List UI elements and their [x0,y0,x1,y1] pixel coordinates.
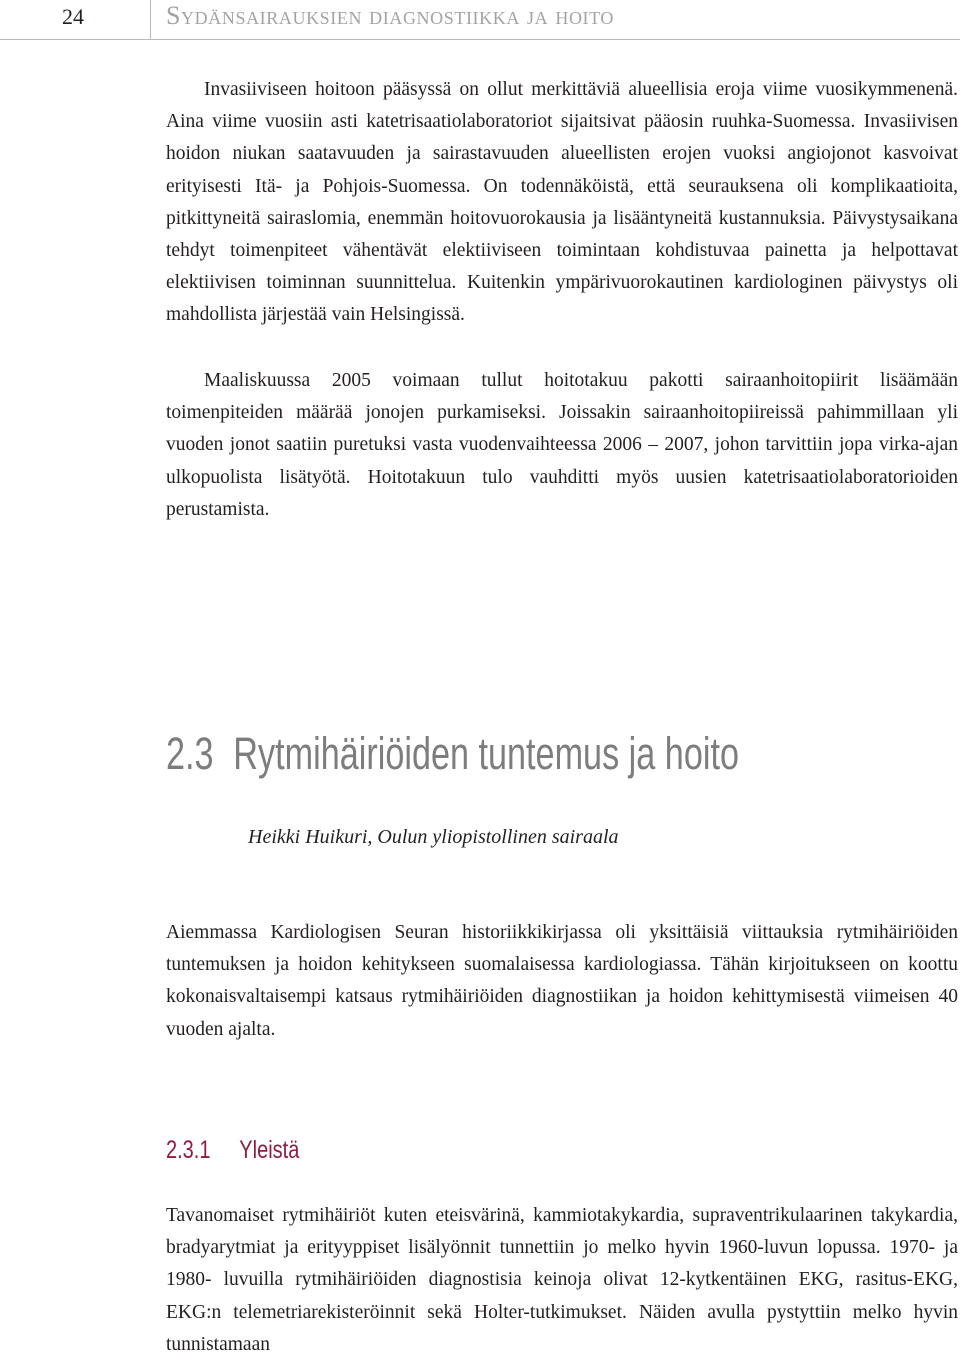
header-vertical-rule [150,0,151,40]
section-intro: Aiemmassa Kardiologisen Seuran historiikkikirjassa oli yksittäisiä viittauksia rytmihäiriöiden tuntemuksen ja hoidon kehitykseen suomalaisessa kardiologiassa. Tähän kirjoitukseen on koottu kokonaisvaltaisempi katsaus rytmihäiriöiden diagnostiikan ja hoidon kehittymisestä viimeisen 40 vuoden ajalta. [166,922,958,1040]
subsection-paragraph: Tavanomaiset rytmihäiriöt kuten eteisvärinä, kammiotakykardia, supraventrikulaarinen takykardia, bradyarytmiat ja erityyppiset lisälyönnit tunnettiin jo melko hyvin 1960-luvun lopussa. 1970- ja 1980- luvuilla rytmihäiriöiden diagnostisia keinoja olivat 12-kytkentäinen EKG, rasitus-EKG, EKG:n telemetriarekisteröinnit sekä Holter-tutkimukset. Näiden avulla pystyttiin melko hyvin tunnistamaan [166,1205,958,1355]
subsection-number: 2.3.1 [166,1136,211,1164]
running-title: Sydänsairauksien diagnostiikka ja hoito [166,1,615,30]
header-horizontal-rule [0,39,960,40]
section-author: Heikki Huikuri, Oulun yliopistollinen sairaala [248,826,619,848]
subsection-title: Yleistä [239,1136,300,1164]
body-paragraph: Maaliskuussa 2005 voimaan tullut hoitotakuu pakotti sairaanhoitopiirit lisäämään toimenpiteiden määrää jonojen purkamiseksi. Joissakin sairaanhoitopiireissä pahimmillaan yli vuoden jonot saatiin puretuksi vasta vuodenvaihteessa 2006 – 2007, johon tarvittiin jopa virka-ajan ulkopuolista lisätyötä. Hoitotakuun tulo vauhditti myös uusien katetrisaatiolaboratorioiden perustamista. [166,370,958,520]
page-number: 24 [62,4,84,29]
subsection-heading [166,1136,299,1165]
section-title: Rytmihäiriöiden tuntemus ja hoito [233,728,739,779]
section-heading [166,728,739,780]
body-paragraph: Invasiiviseen hoitoon pääsyssä on ollut merkittäviä alueellisia eroja viime vuosikymmenenä. Aina viime vuosiin asti katetrisaatiolaboratoriot sijaitsivat pääosin ruuhka-Suomessa. Invasiivisen hoidon niukan saatavuuden ja sairastavuuden alueellisten erojen vuoksi angiojonot kasvoivat erityisesti Itä- ja Pohjois-Suomessa. On todennäköistä, että seurauksena oli komplikaatioita, pitkittyneitä sairaslomia, enemmän hoitovuorokausia ja lisääntyneitä kustannuksia. Päivystysaikana tehdyt toimenpiteet vähentävät elektiiviseen toimintaan kohdistuvaa painetta ja helpottavat elektiivisen toiminnan suunnittelua. Kuitenkin ympärivuorokautinen kardiologinen päivystys oli mahdollista järjestää vain Helsingissä. [166,79,958,326]
running-header [0,0,960,40]
section-number: 2.3 [166,728,214,779]
